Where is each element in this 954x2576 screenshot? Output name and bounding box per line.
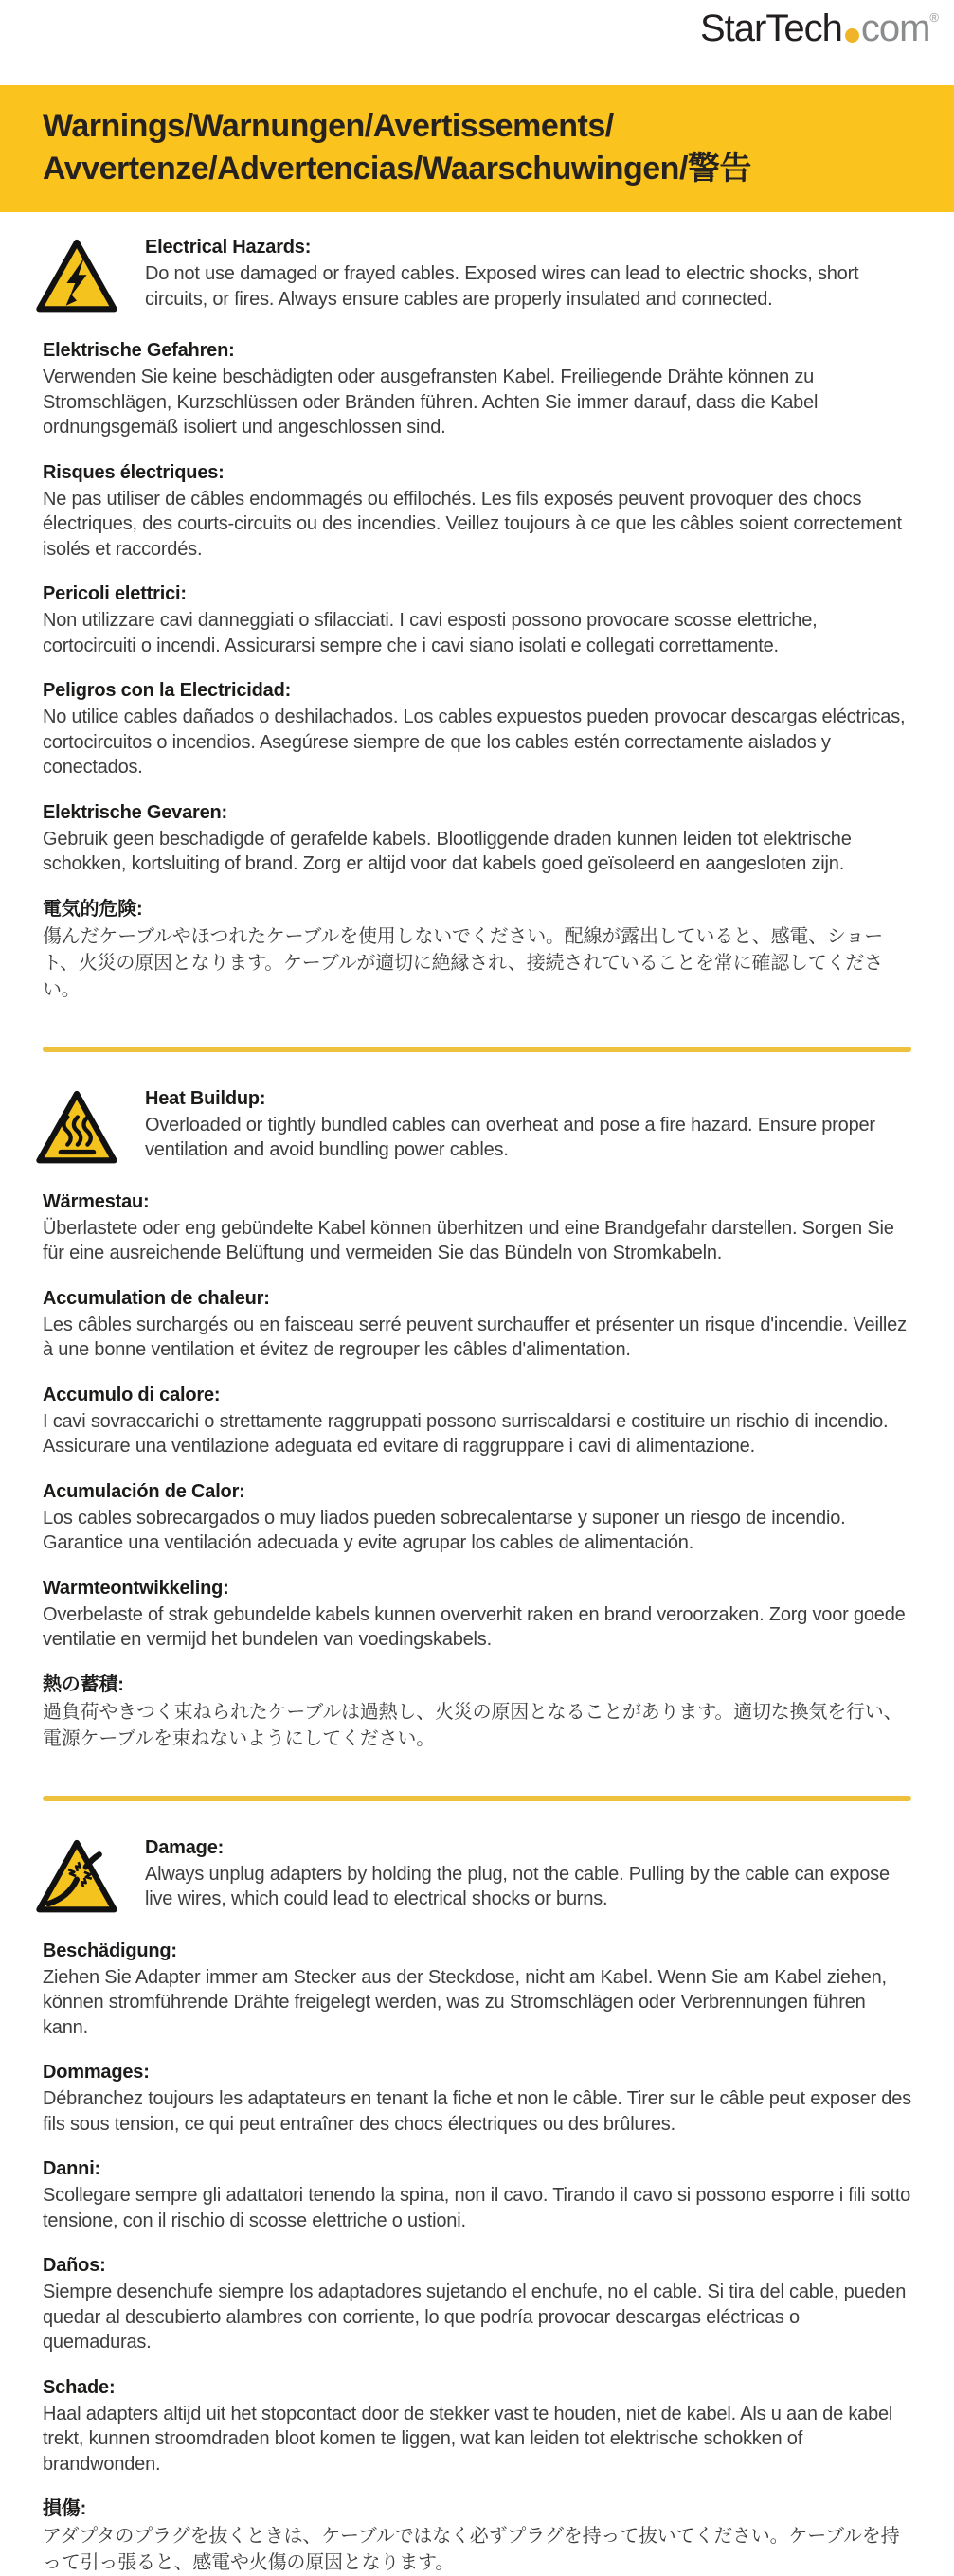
warning-entry — [43, 1576, 911, 1653]
warning-entry — [43, 2253, 911, 2355]
page-header — [0, 0, 954, 85]
warning-heading: Risques électriques: — [43, 460, 911, 485]
logo-dot-icon — [845, 28, 859, 43]
warning-body: 過負荷やきつく束ねられたケーブルは過熱し、火災の原因となることがあります。適切な換気を行い、電源ケーブルを束ねないようにしてください。 — [43, 1699, 911, 1752]
warning-body: Always unplug adapters by holding the plug, not the cable. Pulling by the cable can expose live wires, which could lead to electrical shocks or burns. — [145, 1862, 911, 1912]
heat-lead-block — [24, 1086, 911, 1170]
banner-title-line1: Warnings/Warnungen/Avertissements/ — [43, 105, 911, 148]
registered-trademark-icon: ® — [929, 10, 939, 25]
electrical-lead-text — [145, 235, 911, 312]
section-damage — [43, 1835, 911, 2576]
warning-body: I cavi sovraccarichi o strettamente raggruppati possono surriscaldarsi e costituire un rischio di incendio. Assicurare una ventilazione adeguata ed evitare di raggruppare i cavi di alimentazione. — [43, 1409, 911, 1459]
warning-entry — [43, 2496, 911, 2576]
section-divider — [43, 1046, 911, 1052]
warning-heading: Warmteontwikkeling: — [43, 1576, 911, 1601]
warning-heading: Pericoli elettrici: — [43, 581, 911, 606]
warning-entry — [43, 1383, 911, 1459]
damage-lead-block — [24, 1835, 911, 1919]
warning-body: アダプタのプラグを抜くときは、ケーブルではなく必ずプラグを持って抜いてください。ケーブルを持って引っ張ると、感電や火傷の原因となります。 — [43, 2523, 911, 2576]
warning-body: 傷んだケーブルやほつれたケーブルを使用しないでください。配線が露出していると、感電、ショート、火災の原因となります。ケーブルが適切に絶縁され、接続されていることを常に確認してください。 — [43, 923, 911, 1003]
damage-lead-text — [145, 1835, 911, 1912]
startech-logo — [700, 9, 939, 47]
warning-body: Ne pas utiliser de câbles endommagés ou effilochés. Les fils exposés peuvent provoquer des chocs électriques, des courts-circuits ou des incendies. Veillez toujours à ce que les câbles soient correctement isolés et raccordés. — [43, 487, 911, 563]
warning-body: Gebruik geen beschadigde of gerafelde kabels. Blootliggende draden kunnen leiden tot elektrische schokken, kortsluiting of brand. Zorg er altijd voor dat kabels goed geïsoleerd en aangesloten zijn. — [43, 827, 911, 877]
warning-entry — [43, 897, 911, 1003]
logo-text-startech: StarTech — [700, 8, 842, 49]
warning-entry — [43, 460, 911, 563]
warnings-content — [0, 235, 954, 2576]
warning-entry — [43, 1479, 911, 1556]
warning-entry — [43, 2375, 911, 2478]
section-electrical-hazards — [43, 235, 911, 1003]
warning-body: Siempre desenchufe siempre los adaptadores sujetando el enchufe, no el cable. Si tira del cable, pueden quedar al descubierto alambres con corriente, lo que podría provocar descargas eléctricas o quemaduras. — [43, 2280, 911, 2355]
damage-translations — [43, 1939, 911, 2576]
warning-body: Verwenden Sie keine beschädigten oder ausgefransten Kabel. Freiliegende Drähte können zu Stromschlägen, Kurzschlüssen oder Bränden führen. Achten Sie immer darauf, dass die Kabel ordnungsgemäß isoliert und angeschlossen sind. — [43, 365, 911, 440]
warning-heading: Daños: — [43, 2253, 911, 2278]
warning-body: Overloaded or tightly bundled cables can overheat and pose a fire hazard. Ensure proper ventilation and avoid bundling power cables. — [145, 1113, 911, 1163]
banner-title-line2: Avvertenze/Advertencias/Waarschuwingen/警告 — [43, 148, 911, 190]
warning-heading: Elektrische Gefahren: — [43, 338, 911, 363]
warning-heading: Schade: — [43, 2375, 911, 2400]
warning-heading: 電気的危険: — [43, 897, 911, 921]
warning-heading: Heat Buildup: — [145, 1086, 911, 1111]
warning-heading: Damage: — [145, 1835, 911, 1860]
warning-heading: Dommages: — [43, 2060, 911, 2084]
warning-body: Do not use damaged or frayed cables. Exposed wires can lead to electric shocks, short circuits, or fires. Always ensure cables are properly insulated and connected. — [145, 261, 911, 312]
warning-entry — [43, 1673, 911, 1752]
warning-heading: 損傷: — [43, 2496, 911, 2521]
warning-heading: Acumulación de Calor: — [43, 1479, 911, 1504]
heat-translations — [43, 1190, 911, 1752]
warning-heading: Peligros con la Electricidad: — [43, 678, 911, 703]
heat-lead-text — [145, 1086, 911, 1163]
warning-body: Scollegare sempre gli adattatori tenendo la spina, non il cavo. Tirando il cavo si possono esporre i fili sotto tensione, con il rischio di scosse elettriche o ustioni. — [43, 2183, 911, 2233]
warning-entry — [43, 581, 911, 658]
electrical-translations — [43, 338, 911, 1003]
warning-heading: Beschädigung: — [43, 1939, 911, 1963]
warning-body: Ziehen Sie Adapter immer am Stecker aus der Steckdose, nicht am Kabel. Wenn Sie am Kabel ziehen, können stromführende Drähte freigelegt werden, was zu Stromschlägen oder Verbrennungen führen kann. — [43, 1965, 911, 2041]
warning-entry — [43, 338, 911, 440]
damaged-cable-icon — [24, 1835, 130, 1919]
warning-body: Los cables sobrecargados o muy liados pueden sobrecalentarse y suponer un riesgo de incendio. Garantice una ventilación adecuada y evite agrupar los cables de alimentación. — [43, 1506, 911, 1556]
warning-body: Haal adapters altijd uit het stopcontact door de stekker vast te houden, niet de kabel. Als u aan de kabel trekt, kunnen stroomdraden bloot komen te liggen, wat kan leiden tot elektrische schokken of brandwonden. — [43, 2402, 911, 2478]
logo-text-com: com — [861, 8, 930, 49]
warning-heading: Accumulation de chaleur: — [43, 1286, 911, 1311]
hot-surface-icon — [24, 1086, 130, 1170]
warning-entry — [43, 678, 911, 780]
warning-entry — [43, 2060, 911, 2137]
warning-body: No utilice cables dañados o deshilachados. Los cables expuestos pueden provocar descargas eléctricas, cortocircuitos o incendios. Asegúrese siempre de que los cables estén correctamente aislados y conectados. — [43, 705, 911, 780]
warning-body: Les câbles surchargés ou en faisceau serré peuvent surchauffer et présenter un risque d'incendie. Veillez à une bonne ventilation et évitez de regrouper les câbles d'alimentation. — [43, 1313, 911, 1363]
warning-entry — [43, 1939, 911, 2041]
warning-heading: Wärmestau: — [43, 1190, 911, 1214]
warning-entry — [43, 1190, 911, 1266]
warning-entry — [43, 1286, 911, 1363]
warning-entry — [43, 800, 911, 877]
section-heat-buildup — [43, 1086, 911, 1752]
section-divider — [43, 1796, 911, 1801]
warning-body: Débranchez toujours les adaptateurs en tenant la fiche et non le câble. Tirer sur le câble peut exposer des fils sous tension, ce qui peut entraîner des chocs électriques ou des brûlures. — [43, 2086, 911, 2137]
warning-heading: 熱の蓄積: — [43, 1673, 911, 1697]
warnings-title-banner — [0, 85, 954, 212]
warning-heading: Elektrische Gevaren: — [43, 800, 911, 825]
warning-entry — [43, 2156, 911, 2233]
warning-body: Überlastete oder eng gebündelte Kabel können überhitzen und eine Brandgefahr darstellen. Sorgen Sie für eine ausreichende Belüftung und vermeiden Sie das Bündeln von Stromkabeln. — [43, 1216, 911, 1266]
warning-heading: Accumulo di calore: — [43, 1383, 911, 1407]
electrical-hazard-icon — [24, 235, 130, 318]
warning-body: Non utilizzare cavi danneggiati o sfilacciati. I cavi esposti possono provocare scosse elettriche, cortocircuiti o incendi. Assicurarsi sempre che i cavi siano isolati e collegati correttamente. — [43, 608, 911, 658]
warning-body: Overbelaste of strak gebundelde kabels kunnen oververhit raken en brand veroorzaken. Zorg voor goede ventilatie en vermijd het bundelen van voedingskabels. — [43, 1602, 911, 1653]
warning-heading: Danni: — [43, 2156, 911, 2181]
warning-heading: Electrical Hazards: — [145, 235, 911, 259]
electrical-lead-block — [24, 235, 911, 318]
